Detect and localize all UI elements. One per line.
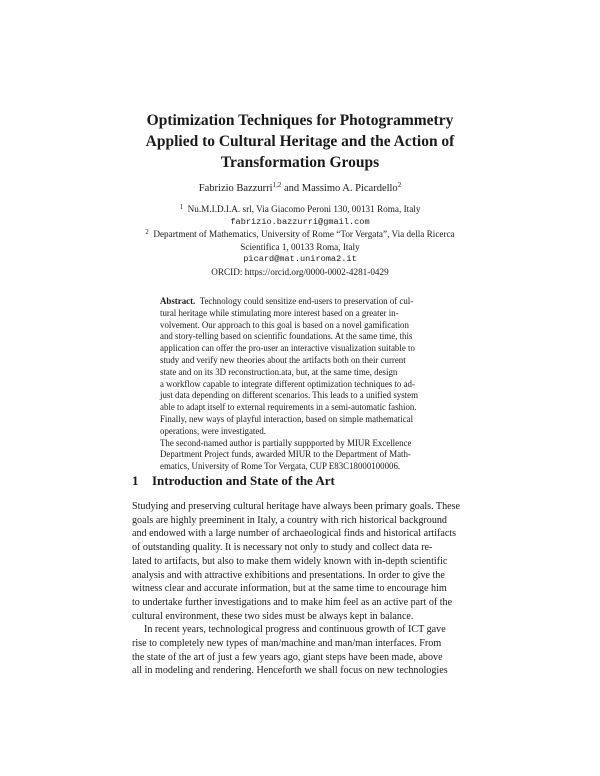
body-line: witness clear and accurate information, but at the same time to encourage him <box>132 583 447 595</box>
body-line: Studying and preserving cultural heritage have always been primary goals. These <box>132 501 461 512</box>
title-line-1: Optimization Techniques for Photogrammetry <box>146 112 454 129</box>
body-line: In recent years, technological progress and continuous growth of ICT gave <box>144 624 446 636</box>
body-line: lated to artifacts, but also to make them widely known with in-depth scientific <box>132 555 448 567</box>
abstract-line: study and verify new theories about the artifacts both on their current <box>160 354 406 365</box>
title-line-2: Applied to Cultural Heritage and the Action of <box>145 133 455 150</box>
abstract-line: tural heritage while stimulating more interest based on a greater in- <box>160 307 399 318</box>
body-line: of outstanding quality. It is necessary not only to study and collect data re- <box>132 542 433 554</box>
author-list <box>100 183 500 194</box>
abstract-line: able to adapt itself to external requirements in a semi-automatic fashion. <box>160 402 417 413</box>
abstract-first-line <box>160 296 442 308</box>
body-text <box>132 500 470 678</box>
body-line: cultural environment, these two sides must be always kept in balance. <box>132 610 414 622</box>
body-line: to undertake further investigations and to make him feel as an active part of the <box>132 596 453 608</box>
abstract-line: a workflow capable to integrate different optimization techniques to ad- <box>160 378 415 389</box>
body-line: and endowed with a large number of archaeological finds and historical artifacts <box>132 528 457 540</box>
orcid-line: ORCID: https://orcid.org/0000-0002-4281-0429 <box>211 266 389 277</box>
paper-title <box>100 110 500 173</box>
section-heading <box>132 473 472 489</box>
author-conjunction: and <box>283 183 300 194</box>
abstract <box>160 296 442 473</box>
body-line: the state of the art of just a few years ago, giant steps have been made, above <box>132 651 443 663</box>
body-line: all in modeling and rendering. Henceforth we shall focus on new technologies <box>132 665 448 677</box>
title-line-3: Transformation Groups <box>220 154 380 171</box>
abstract-line: The second-named author is partially suppported by MIUR Excellence <box>160 437 412 448</box>
author-name: Fabrizio Bazzurri <box>198 183 273 194</box>
section-number: 1 <box>132 473 139 488</box>
abstract-line: application can offer the pro-user an interactive visualization suitable to <box>160 343 415 354</box>
abstract-line: Department Project funds, awarded MIUR to the Department of Math- <box>160 449 411 460</box>
affiliation-2 <box>100 228 500 241</box>
affiliation-1 <box>100 203 500 216</box>
body-line: goals are highly preeminent in Italy, a country with rich historical background <box>132 514 447 526</box>
abstract-line: and story-telling based on scientific foundations. At the same time, this <box>160 331 413 342</box>
abstract-line: just data depending on different scenarios. This leads to a unified system <box>160 390 418 401</box>
abstract-line: Finally, new ways of playful interaction, based on simple mathematical <box>160 413 414 424</box>
abstract-line: operations, were investigated. <box>160 425 266 436</box>
abstract-line: state and on its 3D reconstruction.ata, but, at the same time, design <box>160 366 398 377</box>
affiliation-1-email: fabrizio.bazzurri@gmail.com <box>230 216 370 227</box>
affiliations <box>100 203 500 279</box>
abstract-label: Abstract. <box>160 296 196 306</box>
affiliation-mark: 2 <box>145 228 149 237</box>
body-line: analysis and with attractive exhibitions and presentations. In order to give the <box>132 569 445 581</box>
affiliation-mark: 1 <box>179 203 184 211</box>
section-title: Introduction and State of the Art <box>152 473 335 488</box>
abstract-text: Technology could sensitize end-users to preservation of cul- <box>199 296 414 306</box>
abstract-line: volvement. Our approach to this goal is based on a novel gamification <box>160 319 409 330</box>
author-affiliation-mark: 2 <box>397 181 402 189</box>
author-name: Massimo A. Picardello <box>301 183 398 194</box>
affiliation-2-line-2: Scientifica 1, 00133 Roma, Italy <box>240 241 360 252</box>
affiliation-1-text: Nu.M.I.D.I.A. srl, Via Giacomo Peroni 130, 00131 Roma, Italy <box>187 204 421 214</box>
author-affiliation-mark: 1,2 <box>272 181 282 189</box>
affiliation-2-text: Department of Mathematics, University of Rome “Tor Vergata”, Via della Ricerca <box>153 229 455 240</box>
affiliation-2-email: picard@mat.uniroma2.it <box>243 254 357 265</box>
body-line: rise to completely new types of man/machine and man/man interfaces. From <box>132 638 442 650</box>
abstract-line: ematics, University of Rome Tor Vergata, CUP E83C18000100006. <box>160 461 401 472</box>
